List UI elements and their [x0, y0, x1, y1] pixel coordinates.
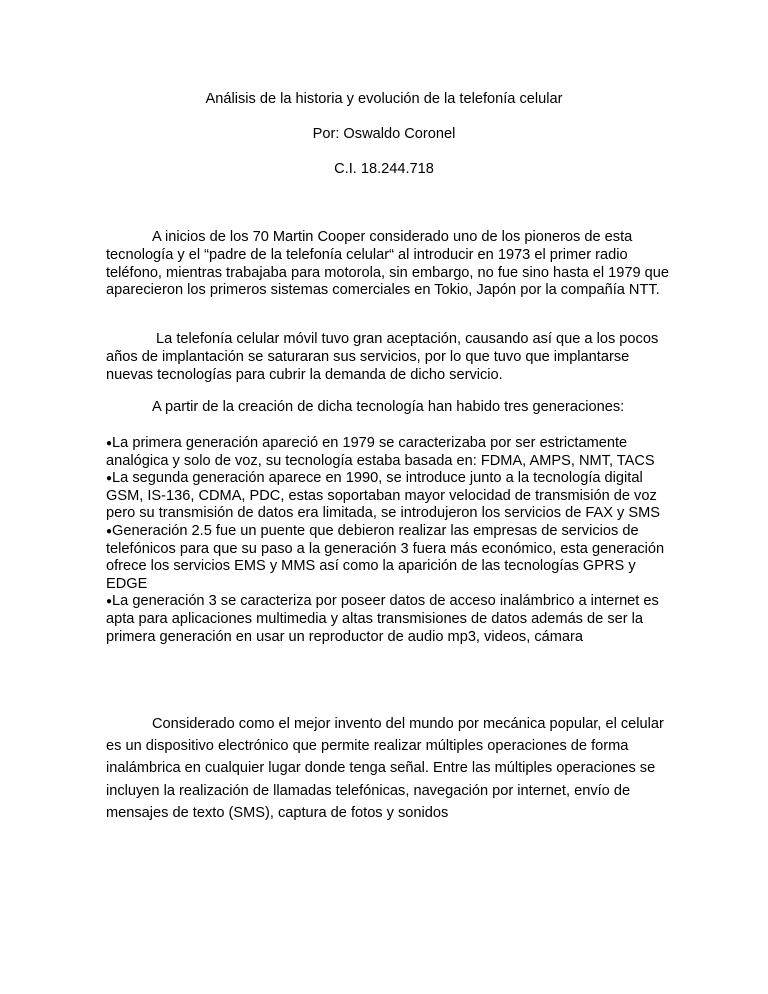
paragraph-intro-text: A inicios de los 70 Martin Cooper considerado uno de los pioneros de esta tecnología y el “padre de la telefonía celular“ al introducir en 1973 el primer radio teléfono, mientras trabajaba para motorola, sin embargo, no fue sino hasta el 1979 que aparecieron los primeros sistemas comerciales en Tokio, Japón por la compañía NTT. — [106, 229, 670, 299]
paragraph-generations-intro — [106, 399, 672, 417]
generations-list — [106, 435, 672, 646]
bullet-icon: ● — [106, 525, 113, 537]
list-item — [106, 593, 672, 646]
document-id: C.I. 18.244.718 — [334, 161, 434, 177]
list-item — [106, 523, 672, 593]
paragraph-generations-intro-text: A partir de la creación de dicha tecnología han habido tres generaciones: — [152, 399, 625, 415]
paragraph-intro — [106, 229, 672, 300]
list-item — [106, 435, 672, 470]
document-author: Por: Oswaldo Coronel — [312, 126, 456, 142]
document-title: Análisis de la historia y evolución de la telefonía celular — [205, 91, 563, 107]
list-item — [106, 470, 672, 523]
list-item-text: Generación 2.5 fue un puente que debieron realizar las empresas de servicios de telefónicos para que su paso a la generación 3 fuera más económico, esta generación ofrece los servicios EMS y MMS así como la aparición de las tecnologías GPRS y EDGE — [106, 522, 665, 592]
paragraph-final-text: Considerado como el mejor invento del mundo por mecánica popular, el celular es un dispositivo electrónico que permite realizar múltiples operaciones de forma inalámbrica en cualquier lugar donde tenga señal. Entre las múltiples operaciones se incluyen la realización de llamadas telefónicas, navegación por internet, envío de mensajes de texto (SMS), captura de fotos y sonidos — [106, 716, 664, 821]
bullet-icon: ● — [106, 473, 113, 485]
paragraph-acceptance-text: La telefonía celular móvil tuvo gran aceptación, causando así que a los pocos años de implantación se saturaran sus servicios, por lo que tuvo que implantarse nuevas tecnologías para cubrir la demanda de dicho servicio. — [106, 331, 659, 383]
bullet-icon: ● — [106, 438, 113, 449]
paragraph-final — [106, 713, 672, 824]
bullet-icon: ● — [106, 596, 113, 608]
list-item-text: La generación 3 se caracteriza por poseer datos de acceso inalámbrico a internet es apta para aplicaciones multimedia y altas transmisiones de datos además de ser la primera generación en usar un reproductor de audio mp3, videos, cámara — [106, 593, 659, 645]
list-item-text: La segunda generación aparece en 1990, se introduce junto a la tecnología digital GSM, IS-136, CDMA, PDC, estas soportaban mayor velocidad de transmisión de voz pero su transmisión de datos era limitada, se introdujeron los servicios de FAX y SMS — [106, 470, 661, 522]
list-item-text: La primera generación apareció en 1979 se caracterizaba por ser estrictamente analógica y solo de voz, su tecnología estaba basada en: FDMA, AMPS, NMT, TACS — [106, 435, 655, 469]
paragraph-acceptance — [106, 331, 672, 384]
